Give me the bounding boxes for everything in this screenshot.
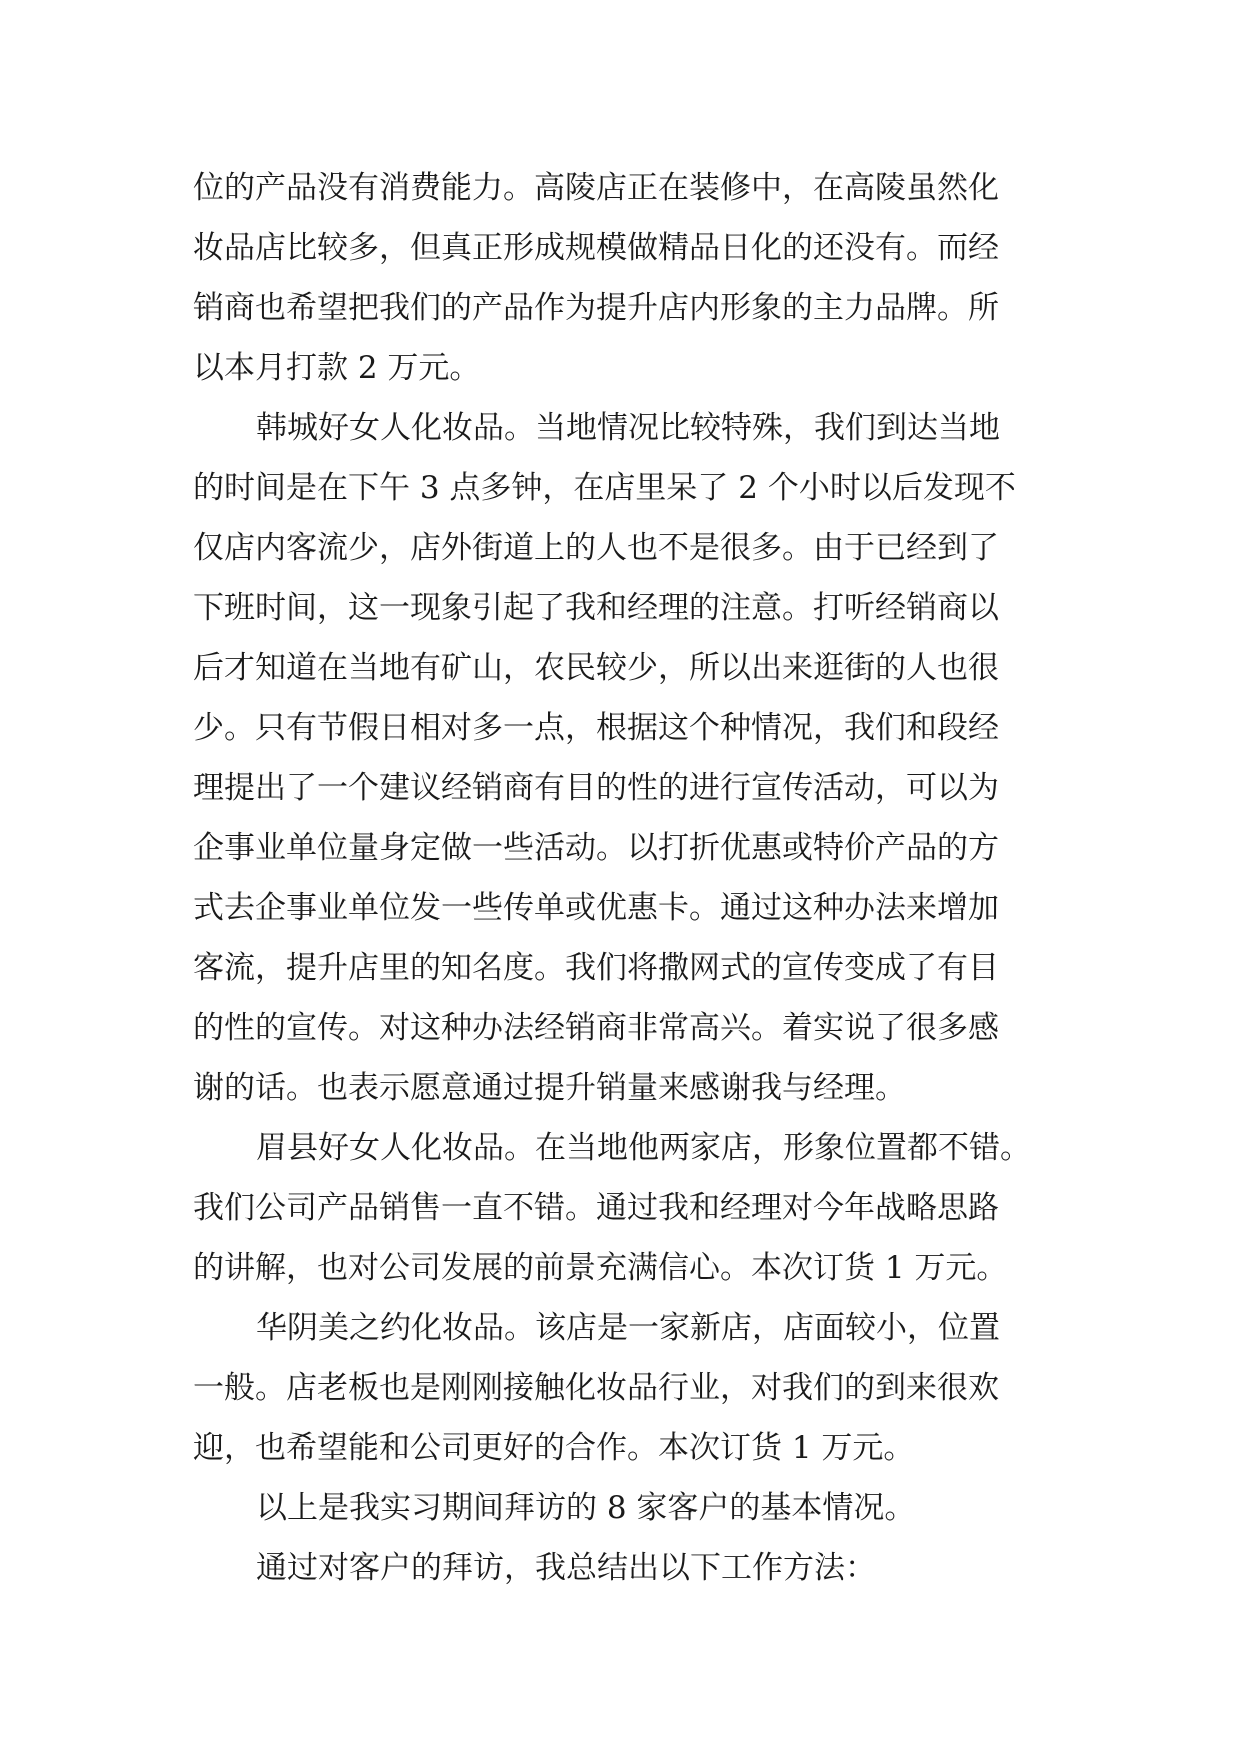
body-text-line: 一般。店老板也是刚刚接触化妆品行业，对我们的到来很欢 bbox=[193, 1370, 999, 1406]
body-text-line: 企事业单位量身定做一些活动。以打折优惠或特价产品的方 bbox=[193, 830, 999, 866]
body-text-line: 谢的话。也表示愿意通过提升销量来感谢我与经理。 bbox=[193, 1070, 906, 1106]
body-text-line: 以本月打款 2 万元。 bbox=[193, 350, 481, 386]
body-text-line: 的讲解，也对公司发展的前景充满信心。本次订货 1 万元。 bbox=[193, 1250, 1008, 1286]
body-text-line: 下班时间，这一现象引起了我和经理的注意。打听经销商以 bbox=[193, 590, 999, 626]
body-text-line: 后才知道在当地有矿山，农民较少，所以出来逛街的人也很 bbox=[193, 650, 999, 686]
body-text-line: 式去企事业单位发一些传单或优惠卡。通过这种办法来增加 bbox=[193, 890, 999, 926]
body-text-line: 位的产品没有消费能力。高陵店正在装修中，在高陵虽然化 bbox=[193, 170, 999, 206]
paragraph-first-line: 通过对客户的拜访，我总结出以下工作方法： bbox=[256, 1550, 876, 1586]
body-text-line: 仅店内客流少，店外街道上的人也不是很多。由于已经到了 bbox=[193, 530, 999, 566]
body-text-line: 的性的宣传。对这种办法经销商非常高兴。着实说了很多感 bbox=[193, 1010, 999, 1046]
paragraph-first-line: 以上是我实习期间拜访的 8 家客户的基本情况。 bbox=[256, 1490, 916, 1526]
body-text-line: 迎，也希望能和公司更好的合作。本次订货 1 万元。 bbox=[193, 1430, 915, 1466]
body-text-line: 客流，提升店里的知名度。我们将撒网式的宣传变成了有目 bbox=[193, 950, 999, 986]
paragraph-first-line: 眉县好女人化妆品。在当地他两家店，形象位置都不错。 bbox=[256, 1130, 1031, 1166]
paragraph-first-line: 华阴美之约化妆品。该店是一家新店，店面较小，位置 bbox=[256, 1310, 1000, 1346]
body-text-line: 少。只有节假日相对多一点，根据这个种情况，我们和段经 bbox=[193, 710, 999, 746]
body-text-line: 妆品店比较多，但真正形成规模做精品日化的还没有。而经 bbox=[193, 230, 999, 266]
body-text-line: 销商也希望把我们的产品作为提升店内形象的主力品牌。所 bbox=[193, 290, 999, 326]
paragraph-first-line: 韩城好女人化妆品。当地情况比较特殊，我们到达当地 bbox=[256, 410, 1000, 446]
body-text-line: 理提出了一个建议经销商有目的性的进行宣传活动，可以为 bbox=[193, 770, 999, 806]
body-text-line: 我们公司产品销售一直不错。通过我和经理对今年战略思路 bbox=[193, 1190, 999, 1226]
body-text-line: 的时间是在下午 3 点多钟，在店里呆了 2 个小时以后发现不 bbox=[193, 470, 1016, 506]
